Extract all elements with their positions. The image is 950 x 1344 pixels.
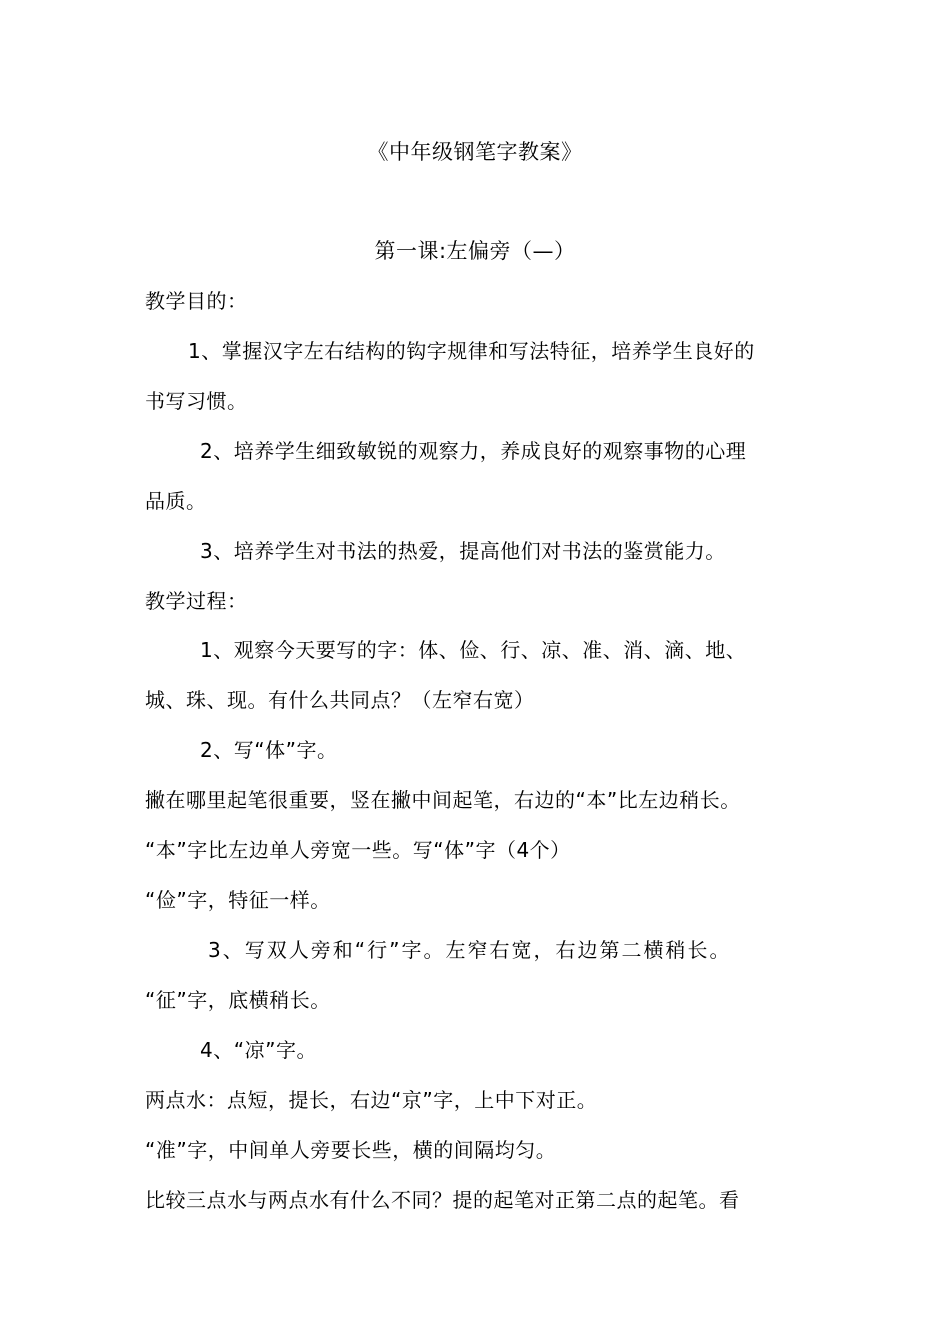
document-title: 《中年级钢笔字教案》 [367,140,583,164]
step-4: 4、“凉”字。 [200,1038,317,1062]
objective-2-line-2: 品质。 [145,489,207,513]
step-2-note-3: “俭”字，特征一样。 [145,888,331,912]
step-3: 3、写双人旁和“行”字。左窄右宽，右边第二横稍长。 [208,938,732,962]
objective-1-line-1: 1、掌握汉字左右结构的钩字规律和写法特征，培养学生良好的 [188,339,755,363]
step-4-note-3: 比较三点水与两点水有什么不同？提的起笔对正第二点的起笔。看 [145,1188,740,1212]
process-label: 教学过程： [145,589,248,613]
step-2-note-1: 撇在哪里起笔很重要，竖在撇中间起笔，右边的“本”比左边稍长。 [145,788,741,812]
step-1-line-1: 1、观察今天要写的字：体、俭、行、凉、准、消、滴、地、 [200,638,747,662]
objective-3: 3、培养学生对书法的热爱，提高他们对书法的鉴赏能力。 [200,539,726,563]
objective-1-line-2: 书写习惯。 [145,389,248,413]
step-2-note-2: “本”字比左边单人旁宽一些。写“体”字（4个） [145,838,571,862]
step-4-note-2: “准”字，中间单人旁要长些，横的间隔均匀。 [145,1138,557,1162]
objectives-label: 教学目的： [145,289,248,313]
step-3-note-1: “征”字，底横稍长。 [145,988,331,1012]
step-4-note-1: 两点水：点短，提长，右边“京”字，上中下对正。 [145,1088,598,1112]
lesson-heading: 第一课:左偏旁（—） [374,239,576,263]
objective-2-line-1: 2、培养学生细致敏锐的观察力，养成良好的观察事物的心理 [200,439,747,463]
step-1-line-2: 城、珠、现。有什么共同点？（左窄右宽） [145,688,535,712]
step-2: 2、写“体”字。 [200,738,338,762]
